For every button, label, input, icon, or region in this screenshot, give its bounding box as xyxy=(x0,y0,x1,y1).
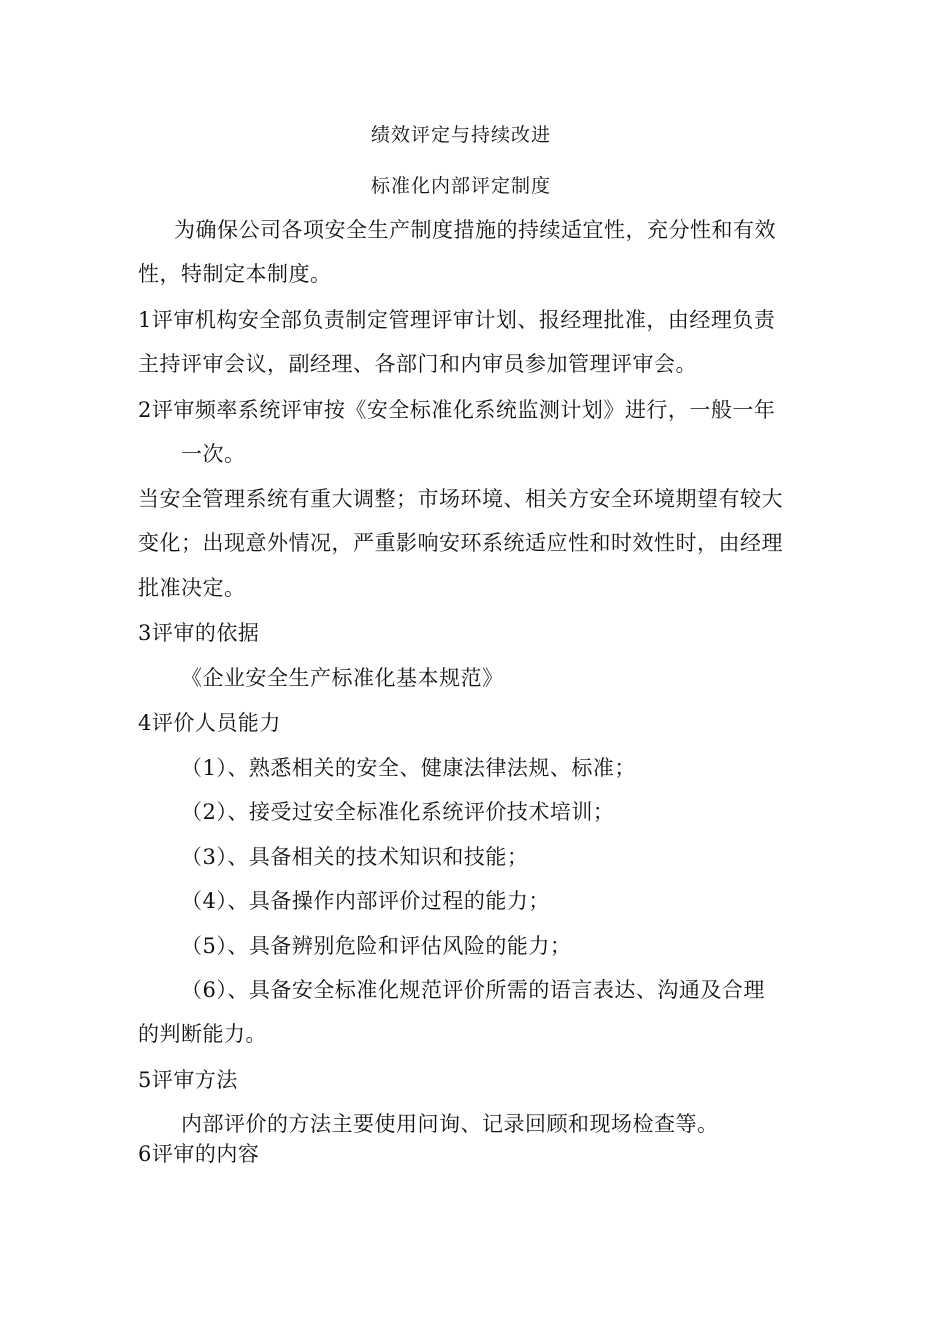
section2-note-line-3: 批准决定。 xyxy=(138,576,246,600)
section5-heading: 5评审方法 xyxy=(138,1068,238,1092)
document-title: 绩效评定与持续改进 xyxy=(371,124,552,146)
intro-line-2: 性，特制定本制度。 xyxy=(138,262,332,286)
section4-item-2: （2）、接受过安全标准化系统评价技术培训； xyxy=(181,800,615,824)
section4-item-3: （3）、具备相关的技术知识和技能； xyxy=(181,845,529,869)
section4-item-5: （5）、具备辨别危险和评估风险的能力； xyxy=(181,934,572,958)
section2-line-1: 2评审频率系统评审按《安全标准化系统监测计划》进行，一般一年 xyxy=(138,398,776,422)
intro-line-1: 为确保公司各项安全生产制度措施的持续适宜性，充分性和有效 xyxy=(174,218,776,242)
document-subtitle: 标准化内部评定制度 xyxy=(371,175,552,197)
section2-note-line-1: 当安全管理系统有重大调整；市场环境、相关方安全环境期望有较大 xyxy=(138,487,783,511)
section4-item-4: （4）、具备操作内部评价过程的能力； xyxy=(181,889,550,913)
section2-line-2: 一次。 xyxy=(181,442,246,466)
section1-line-1: 1评审机构安全部负责制定管理评审计划、报经理批准，由经理负责 xyxy=(138,308,776,332)
section2-note-line-2: 变化；出现意外情况，严重影响安环系统适应性和时效性时，由经理 xyxy=(138,531,783,555)
section4-heading: 4评价人员能力 xyxy=(138,711,281,735)
section3-heading: 3评审的依据 xyxy=(138,621,260,645)
section5-body: 内部评价的方法主要使用问询、记录回顾和现场检查等。 xyxy=(181,1112,719,1136)
section6-heading: 6评审的内容 xyxy=(138,1142,260,1166)
section1-line-2: 主持评审会议，副经理、各部门和内审员参加管理评审会。 xyxy=(138,352,697,376)
section4-item-1: （1）、熟悉相关的安全、健康法律法规、标准； xyxy=(181,756,636,780)
section4-item-6-continued: 的判断能力。 xyxy=(138,1022,267,1046)
section4-item-6: （6）、具备安全标准化规范评价所需的语言表达、沟通及合理 xyxy=(181,978,765,1002)
section3-body: 《企业安全生产标准化基本规范》 xyxy=(181,666,504,690)
